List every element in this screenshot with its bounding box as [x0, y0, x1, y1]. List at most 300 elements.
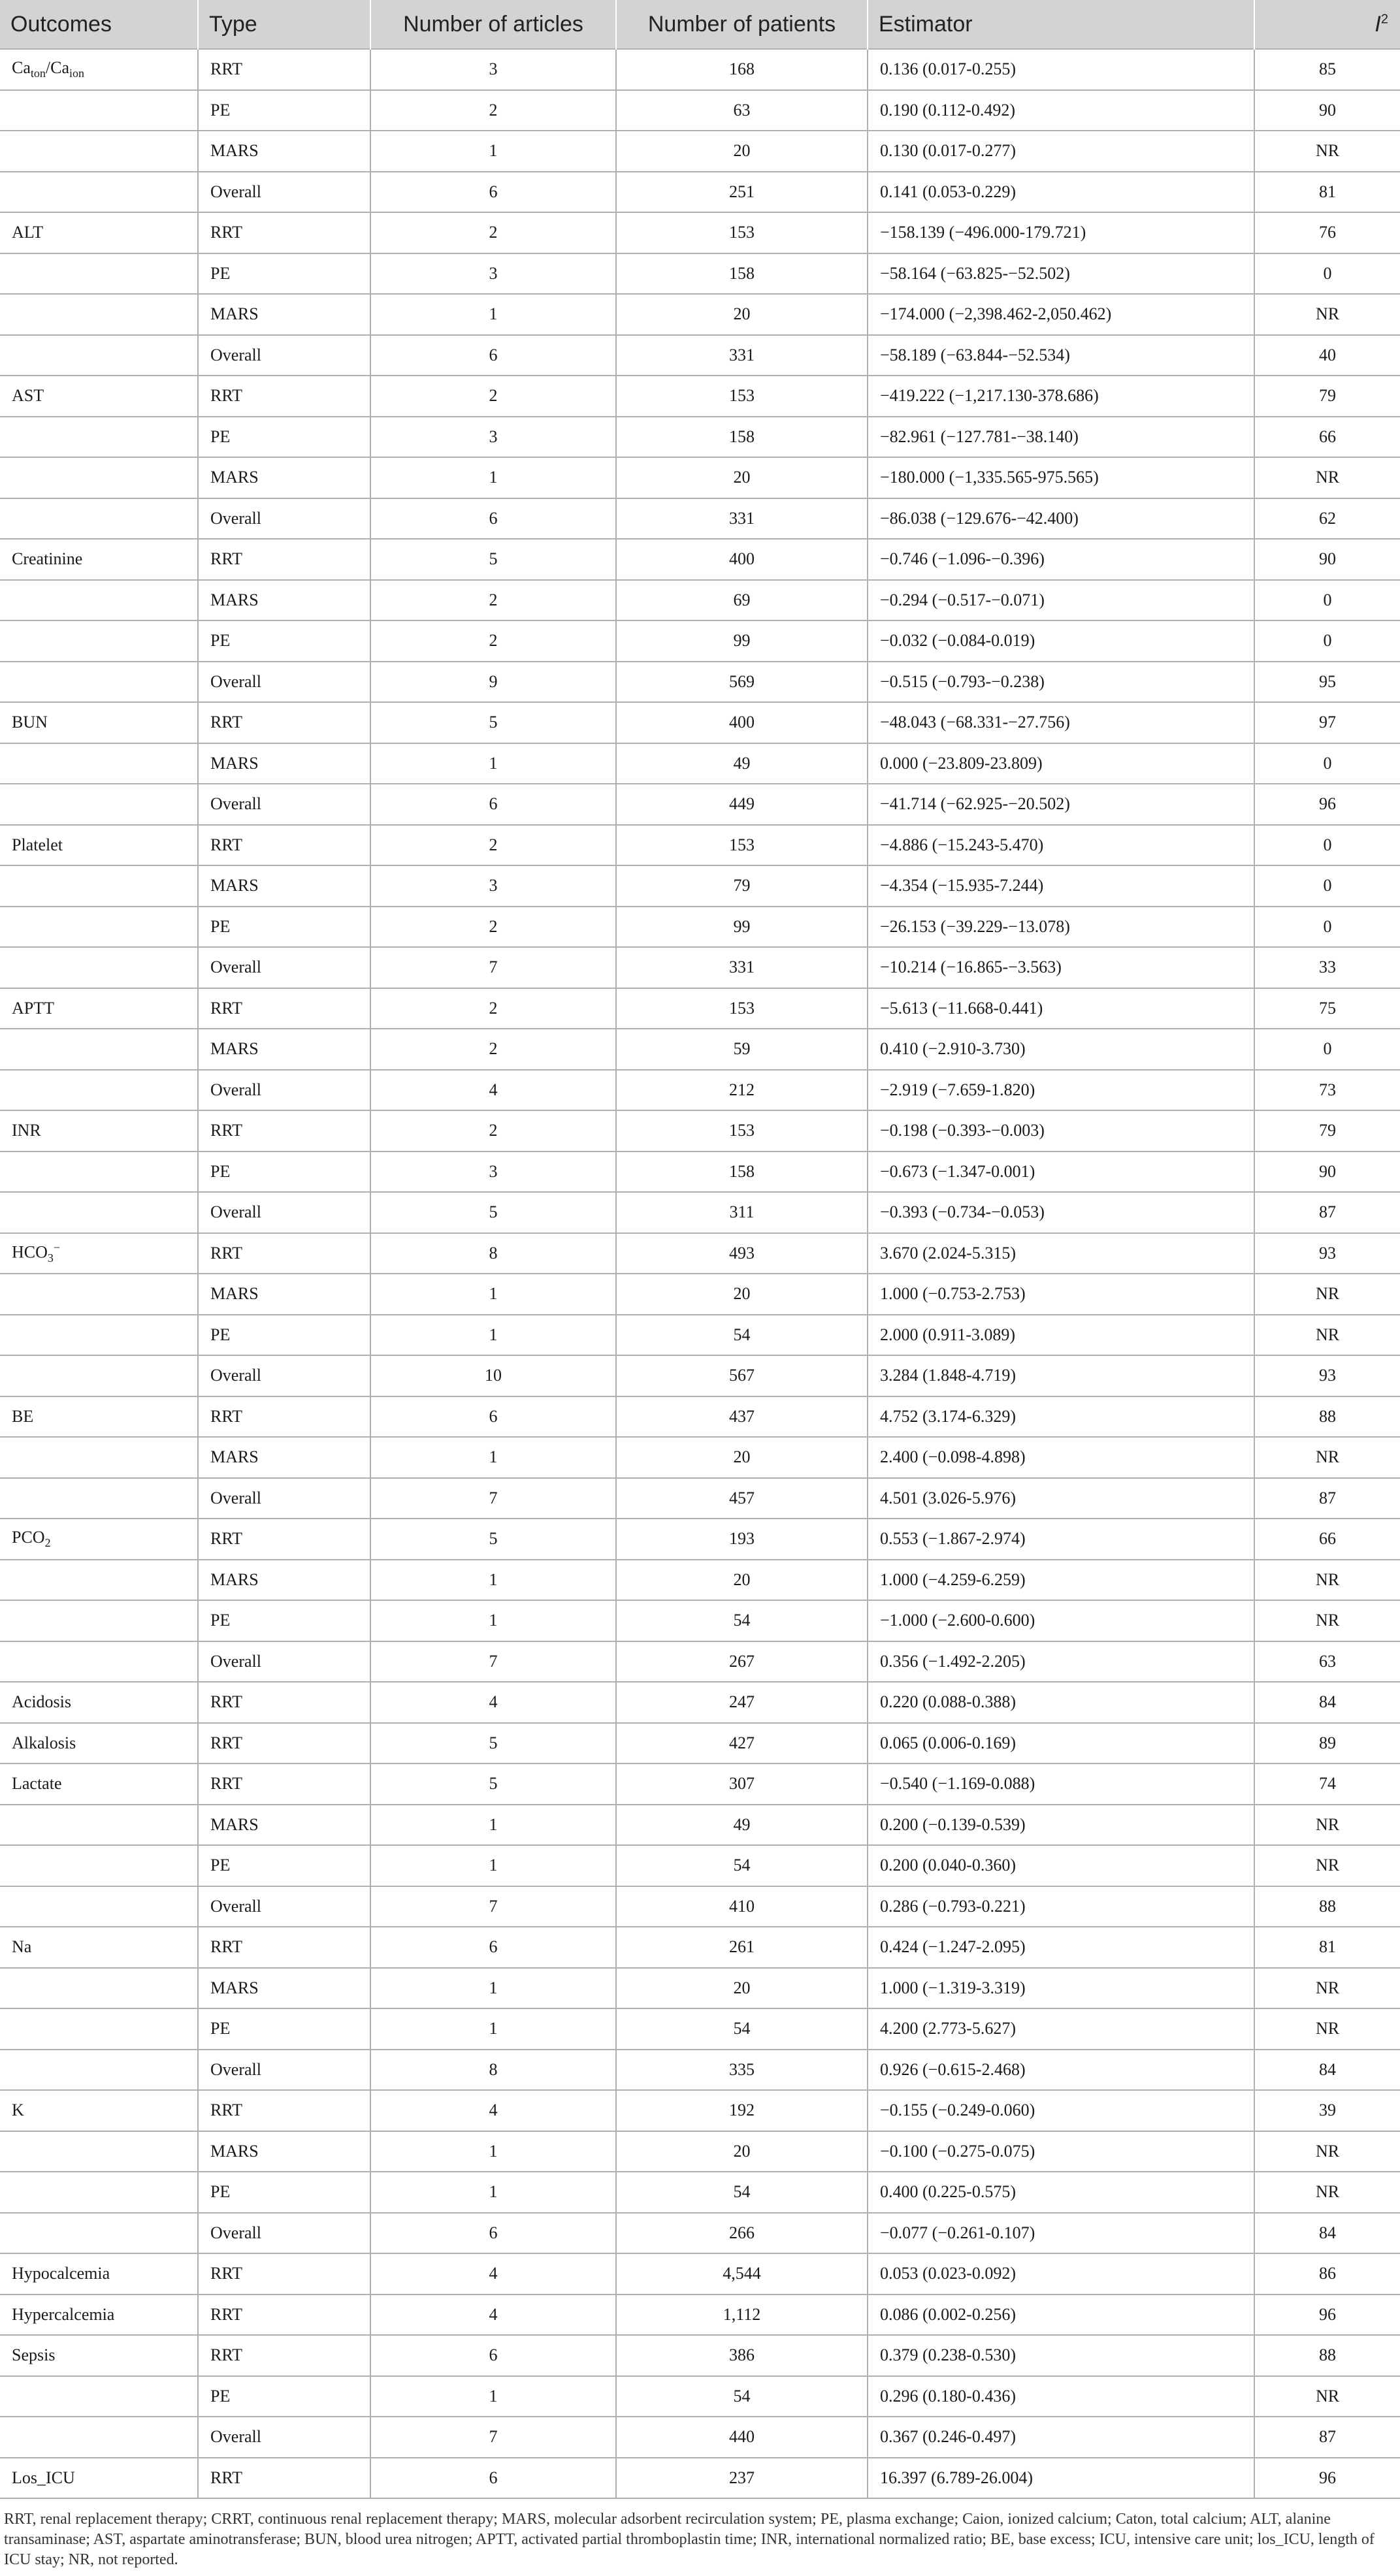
table-row	[0, 1029, 1400, 1070]
cell-patients: 457	[616, 1478, 868, 1519]
cell-type: Overall	[198, 498, 370, 539]
header-type: Type	[198, 0, 370, 49]
cell-articles: 5	[370, 702, 616, 743]
cell-articles: 6	[370, 172, 616, 213]
cell-type: RRT	[198, 1763, 370, 1805]
cell-patients: 20	[616, 457, 868, 498]
cell-i2: 96	[1254, 2294, 1400, 2336]
cell-type: Overall	[198, 784, 370, 825]
table-row	[0, 1070, 1400, 1111]
cell-i2: NR	[1254, 2131, 1400, 2172]
cell-patients: 20	[616, 1274, 868, 1315]
cell-outcome	[0, 1805, 198, 1846]
cell-type: MARS	[198, 2131, 370, 2172]
cell-estimator: 0.553 (−1.867-2.974)	[868, 1519, 1254, 1560]
table-row	[0, 2172, 1400, 2213]
cell-articles: 2	[370, 212, 616, 253]
cell-patients: 59	[616, 1029, 868, 1070]
cell-type: PE	[198, 1151, 370, 1193]
cell-articles: 4	[370, 2090, 616, 2131]
cell-outcome	[0, 2376, 198, 2417]
cell-outcome	[0, 580, 198, 621]
cell-i2: NR	[1254, 1845, 1400, 1886]
cell-type: PE	[198, 1845, 370, 1886]
cell-estimator: 3.670 (2.024-5.315)	[868, 1233, 1254, 1274]
header-estimator: Estimator	[868, 0, 1254, 49]
cell-estimator: −0.393 (−0.734-−0.053)	[868, 1192, 1254, 1233]
cell-type: MARS	[198, 580, 370, 621]
cell-articles: 1	[370, 1968, 616, 2009]
cell-estimator: −158.139 (−496.000-179.721)	[868, 212, 1254, 253]
cell-estimator: −0.032 (−0.084-0.019)	[868, 620, 1254, 662]
cell-articles: 9	[370, 662, 616, 703]
cell-type: MARS	[198, 1805, 370, 1846]
cell-outcome	[0, 457, 198, 498]
table-row	[0, 294, 1400, 335]
cell-estimator: 0.086 (0.002-0.256)	[868, 2294, 1254, 2336]
cell-articles: 5	[370, 1192, 616, 1233]
cell-patients: 79	[616, 865, 868, 907]
table-row	[0, 662, 1400, 703]
cell-outcome	[0, 1968, 198, 2009]
cell-estimator: 2.000 (0.911-3.089)	[868, 1315, 1254, 1356]
cell-articles: 5	[370, 1763, 616, 1805]
outcome-ratio-separator: /	[45, 58, 51, 78]
cell-outcome	[0, 131, 198, 172]
cell-articles: 1	[370, 2376, 616, 2417]
cell-outcome	[0, 2050, 198, 2091]
cell-type: PE	[198, 2376, 370, 2417]
table-row	[0, 1151, 1400, 1193]
cell-patients: 331	[616, 335, 868, 376]
cell-type: MARS	[198, 1274, 370, 1315]
cell-patients: 247	[616, 1682, 868, 1723]
cell-outcome	[0, 1029, 198, 1070]
header-outcomes: Outcomes	[10, 11, 112, 37]
cell-patients: 386	[616, 2335, 868, 2376]
table-row	[0, 743, 1400, 784]
cell-patients: 69	[616, 580, 868, 621]
cell-estimator: −180.000 (−1,335.565-975.565)	[868, 457, 1254, 498]
cell-patients: 153	[616, 212, 868, 253]
cell-patients: 266	[616, 2213, 868, 2254]
table-row	[0, 2417, 1400, 2458]
cell-outcome: Hypocalcemia	[0, 2253, 198, 2294]
cell-articles: 1	[370, 2008, 616, 2050]
cell-estimator: −0.077 (−0.261-0.107)	[868, 2213, 1254, 2254]
cell-estimator: −26.153 (−39.229-−13.078)	[868, 907, 1254, 948]
cell-articles: 4	[370, 1682, 616, 1723]
cell-articles: 6	[370, 2213, 616, 2254]
cell-outcome	[0, 1845, 198, 1886]
cell-type: MARS	[198, 1560, 370, 1601]
cell-articles: 5	[370, 539, 616, 580]
cell-i2: 93	[1254, 1233, 1400, 1274]
cell-patients: 192	[616, 2090, 868, 2131]
table-row	[0, 825, 1400, 866]
cell-type: PE	[198, 417, 370, 458]
cell-type: Overall	[198, 335, 370, 376]
cell-i2: 0	[1254, 1029, 1400, 1070]
cell-articles: 7	[370, 1641, 616, 1682]
cell-i2: 95	[1254, 662, 1400, 703]
table-row	[0, 1478, 1400, 1519]
cell-articles: 6	[370, 498, 616, 539]
cell-outcome	[0, 294, 198, 335]
cell-outcome: Alkalosis	[0, 1723, 198, 1764]
cell-patients: 193	[616, 1519, 868, 1560]
outcome-ca-total-sub: ton	[30, 67, 46, 80]
cell-articles: 3	[370, 49, 616, 90]
cell-type: RRT	[198, 1233, 370, 1274]
cell-estimator: 2.400 (−0.098-4.898)	[868, 1437, 1254, 1478]
table-row	[0, 1763, 1400, 1805]
cell-estimator: 0.379 (0.238-0.530)	[868, 2335, 1254, 2376]
cell-type: Overall	[198, 1478, 370, 1519]
cell-i2: 88	[1254, 1396, 1400, 1438]
cell-type: RRT	[198, 539, 370, 580]
cell-articles: 3	[370, 1151, 616, 1193]
cell-patients: 20	[616, 131, 868, 172]
cell-articles: 1	[370, 1600, 616, 1641]
table-row	[0, 457, 1400, 498]
cell-patients: 20	[616, 1968, 868, 2009]
cell-i2: 0	[1254, 580, 1400, 621]
cell-i2: NR	[1254, 1315, 1400, 1356]
cell-outcome	[0, 90, 198, 131]
cell-outcome: Hypercalcemia	[0, 2294, 198, 2336]
cell-i2: 73	[1254, 1070, 1400, 1111]
cell-i2: 87	[1254, 1478, 1400, 1519]
cell-estimator: 3.284 (1.848-4.719)	[868, 1355, 1254, 1396]
cell-patients: 331	[616, 947, 868, 988]
cell-outcome: Creatinine	[0, 539, 198, 580]
cell-estimator: 1.000 (−0.753-2.753)	[868, 1274, 1254, 1315]
cell-i2: NR	[1254, 131, 1400, 172]
table-row	[0, 2294, 1400, 2336]
cell-outcome	[0, 1886, 198, 1927]
cell-i2: 0	[1254, 907, 1400, 948]
cell-outcome: Sepsis	[0, 2335, 198, 2376]
table-row	[0, 2090, 1400, 2131]
cell-i2: 88	[1254, 2335, 1400, 2376]
cell-estimator: 0.130 (0.017-0.277)	[868, 131, 1254, 172]
cell-i2: 66	[1254, 1519, 1400, 1560]
cell-articles: 7	[370, 947, 616, 988]
cell-articles: 1	[370, 2172, 616, 2213]
cell-i2: 96	[1254, 2458, 1400, 2499]
cell-patients: 261	[616, 1927, 868, 1968]
cell-estimator: −48.043 (−68.331-−27.756)	[868, 702, 1254, 743]
cell-outcome	[0, 172, 198, 213]
cell-articles: 1	[370, 1274, 616, 1315]
cell-articles: 2	[370, 580, 616, 621]
cell-outcome	[0, 743, 198, 784]
cell-estimator: 0.286 (−0.793-0.221)	[868, 1886, 1254, 1927]
cell-outcome	[0, 253, 198, 295]
cell-type: RRT	[198, 2335, 370, 2376]
cell-i2: 85	[1254, 49, 1400, 90]
cell-estimator: −174.000 (−2,398.462-2,050.462)	[868, 294, 1254, 335]
table-header-row	[0, 0, 1400, 49]
cell-type: RRT	[198, 212, 370, 253]
table-row	[0, 539, 1400, 580]
cell-articles: 1	[370, 457, 616, 498]
cell-estimator: −58.164 (−63.825-−52.502)	[868, 253, 1254, 295]
cell-outcome	[0, 1315, 198, 1356]
table-row	[0, 2458, 1400, 2499]
cell-articles: 6	[370, 335, 616, 376]
table-row	[0, 2213, 1400, 2254]
cell-patients: 440	[616, 2417, 868, 2458]
table-row	[0, 1437, 1400, 1478]
cell-articles: 4	[370, 2294, 616, 2336]
cell-patients: 54	[616, 2376, 868, 2417]
cell-outcome	[0, 1478, 198, 1519]
cell-outcome: Platelet	[0, 825, 198, 866]
cell-i2: NR	[1254, 1274, 1400, 1315]
table-body	[0, 49, 1400, 2498]
cell-type: RRT	[198, 2458, 370, 2499]
cell-i2: 74	[1254, 1763, 1400, 1805]
cell-outcome	[0, 335, 198, 376]
cell-articles: 1	[370, 1560, 616, 1601]
cell-patients: 307	[616, 1763, 868, 1805]
cell-articles: 2	[370, 1110, 616, 1151]
table-row	[0, 1315, 1400, 1356]
cell-estimator: 0.367 (0.246-0.497)	[868, 2417, 1254, 2458]
cell-outcome	[0, 662, 198, 703]
cell-outcome	[0, 1355, 198, 1396]
table-row	[0, 784, 1400, 825]
table-footnote: RRT, renal replacement therapy; CRRT, continuous renal replacement therapy; MARS, molecular adsorbent recirculation system; PE, plasma exchange; Caion, ionized calcium; Caton, total calcium; ALT, alanine transaminase; AST, aspartate aminotransferase; BUN, blood urea nitrogen; APTT, activated partial thromboplastin time; INR, international normalized ratio; BE, base excess; ICU, intensive care unit; los_ICU, length of ICU stay; NR, not reported.	[4, 2511, 1375, 2568]
cell-outcome	[0, 1519, 198, 1560]
cell-i2: NR	[1254, 1805, 1400, 1846]
table-row	[0, 253, 1400, 295]
cell-estimator: 0.410 (−2.910-3.730)	[868, 1029, 1254, 1070]
cell-articles: 5	[370, 1723, 616, 1764]
table-row	[0, 1845, 1400, 1886]
cell-outcome	[0, 1233, 198, 1274]
cell-articles: 6	[370, 784, 616, 825]
table-row	[0, 172, 1400, 213]
cell-type: RRT	[198, 825, 370, 866]
cell-type: MARS	[198, 1968, 370, 2009]
cell-i2: 87	[1254, 2417, 1400, 2458]
cell-estimator: −0.198 (−0.393-−0.003)	[868, 1110, 1254, 1151]
cell-articles: 1	[370, 1805, 616, 1846]
cell-outcome	[0, 1192, 198, 1233]
cell-i2: NR	[1254, 457, 1400, 498]
cell-i2: 93	[1254, 1355, 1400, 1396]
cell-outcome: BUN	[0, 702, 198, 743]
cell-estimator: 0.053 (0.023-0.092)	[868, 2253, 1254, 2294]
cell-type: Overall	[198, 2213, 370, 2254]
cell-estimator: −0.100 (−0.275-0.075)	[868, 2131, 1254, 2172]
cell-patients: 54	[616, 1845, 868, 1886]
cell-outcome: ALT	[0, 212, 198, 253]
cell-estimator: 0.296 (0.180-0.436)	[868, 2376, 1254, 2417]
cell-outcome: AST	[0, 376, 198, 417]
cell-i2: 0	[1254, 825, 1400, 866]
table-row	[0, 2253, 1400, 2294]
cell-type: PE	[198, 1315, 370, 1356]
cell-estimator: 0.000 (−23.809-23.809)	[868, 743, 1254, 784]
cell-outcome	[0, 2131, 198, 2172]
cell-estimator: 0.141 (0.053-0.229)	[868, 172, 1254, 213]
cell-patients: 153	[616, 376, 868, 417]
cell-patients: 449	[616, 784, 868, 825]
cell-i2: 81	[1254, 1927, 1400, 1968]
cell-type: PE	[198, 1600, 370, 1641]
cell-i2: 90	[1254, 539, 1400, 580]
table-row	[0, 988, 1400, 1029]
cell-estimator: −0.515 (−0.793-−0.238)	[868, 662, 1254, 703]
cell-type: MARS	[198, 457, 370, 498]
cell-estimator: 0.356 (−1.492-2.205)	[868, 1641, 1254, 1682]
cell-patients: 99	[616, 907, 868, 948]
cell-patients: 212	[616, 1070, 868, 1111]
cell-outcome	[0, 1151, 198, 1193]
cell-type: RRT	[198, 2294, 370, 2336]
table-row	[0, 580, 1400, 621]
cell-articles: 2	[370, 376, 616, 417]
cell-i2: 81	[1254, 172, 1400, 213]
cell-type: MARS	[198, 294, 370, 335]
cell-type: RRT	[198, 376, 370, 417]
cell-patients: 567	[616, 1355, 868, 1396]
cell-i2: 62	[1254, 498, 1400, 539]
cell-type: RRT	[198, 988, 370, 1029]
cell-type: RRT	[198, 1519, 370, 1560]
cell-outcome	[0, 2417, 198, 2458]
cell-estimator: −1.000 (−2.600-0.600)	[868, 1600, 1254, 1641]
outcome-ca-ion-base: Ca	[50, 58, 70, 78]
table-row	[0, 335, 1400, 376]
table-row	[0, 2008, 1400, 2050]
cell-estimator: 4.501 (3.026-5.976)	[868, 1478, 1254, 1519]
cell-outcome	[0, 2172, 198, 2213]
cell-estimator: −0.540 (−1.169-0.088)	[868, 1763, 1254, 1805]
cell-i2: 76	[1254, 212, 1400, 253]
cell-outcome: K	[0, 2090, 198, 2131]
cell-type: MARS	[198, 1437, 370, 1478]
cell-i2: NR	[1254, 294, 1400, 335]
cell-patients: 153	[616, 1110, 868, 1151]
cell-patients: 49	[616, 743, 868, 784]
table-row	[0, 1233, 1400, 1274]
cell-i2: 40	[1254, 335, 1400, 376]
cell-patients: 153	[616, 988, 868, 1029]
cell-type: Overall	[198, 1070, 370, 1111]
table-row	[0, 947, 1400, 988]
cell-articles: 6	[370, 2335, 616, 2376]
cell-patients: 4,544	[616, 2253, 868, 2294]
table-row	[0, 1396, 1400, 1438]
cell-type: MARS	[198, 865, 370, 907]
header-articles: Number of articles	[370, 0, 616, 49]
cell-outcome	[0, 865, 198, 907]
cell-type: RRT	[198, 702, 370, 743]
cell-outcome	[0, 907, 198, 948]
cell-type: RRT	[198, 49, 370, 90]
cell-articles: 2	[370, 90, 616, 131]
table-row	[0, 1886, 1400, 1927]
cell-patients: 569	[616, 662, 868, 703]
cell-patients: 20	[616, 2131, 868, 2172]
cell-patients: 437	[616, 1396, 868, 1438]
cell-estimator: −0.155 (−0.249-0.060)	[868, 2090, 1254, 2131]
cell-type: Overall	[198, 1886, 370, 1927]
cell-patients: 54	[616, 2172, 868, 2213]
cell-type: RRT	[198, 1723, 370, 1764]
cell-type: PE	[198, 90, 370, 131]
cell-articles: 2	[370, 825, 616, 866]
cell-type: PE	[198, 2008, 370, 2050]
table-row	[0, 1274, 1400, 1315]
cell-articles: 3	[370, 417, 616, 458]
cell-outcome: BE	[0, 1396, 198, 1438]
cell-i2: 84	[1254, 2050, 1400, 2091]
cell-i2: NR	[1254, 2008, 1400, 2050]
cell-estimator: −0.294 (−0.517-−0.071)	[868, 580, 1254, 621]
cell-patients: 54	[616, 2008, 868, 2050]
table-row	[0, 1641, 1400, 1682]
cell-patients: 63	[616, 90, 868, 131]
table-row	[0, 1110, 1400, 1151]
table-row	[0, 1682, 1400, 1723]
cell-patients: 153	[616, 825, 868, 866]
header-patients: Number of patients	[616, 0, 868, 49]
cell-patients: 168	[616, 49, 868, 90]
cell-articles: 6	[370, 1396, 616, 1438]
cell-estimator: −419.222 (−1,217.130-378.686)	[868, 376, 1254, 417]
cell-outcome	[0, 1600, 198, 1641]
cell-articles: 7	[370, 2417, 616, 2458]
table-row	[0, 1560, 1400, 1601]
cell-type: PE	[198, 620, 370, 662]
cell-estimator: 0.926 (−0.615-2.468)	[868, 2050, 1254, 2091]
cell-estimator: 16.397 (6.789-26.004)	[868, 2458, 1254, 2499]
cell-patients: 20	[616, 1437, 868, 1478]
cell-i2: 84	[1254, 1682, 1400, 1723]
cell-i2: NR	[1254, 2376, 1400, 2417]
cell-outcome	[0, 417, 198, 458]
cell-estimator: −86.038 (−129.676-−42.400)	[868, 498, 1254, 539]
cell-estimator: 0.220 (0.088-0.388)	[868, 1682, 1254, 1723]
cell-i2: 90	[1254, 1151, 1400, 1193]
outcome-pco2-base: PCO	[12, 1528, 45, 1547]
cell-articles: 2	[370, 1029, 616, 1070]
cell-patients: 99	[616, 620, 868, 662]
table-row	[0, 498, 1400, 539]
cell-articles: 1	[370, 743, 616, 784]
cell-i2: NR	[1254, 1437, 1400, 1478]
cell-outcome	[0, 498, 198, 539]
cell-articles: 2	[370, 907, 616, 948]
cell-estimator: −5.613 (−11.668-0.441)	[868, 988, 1254, 1029]
cell-patients: 54	[616, 1600, 868, 1641]
table-row	[0, 2376, 1400, 2417]
table-row	[0, 1968, 1400, 2009]
table-row	[0, 2335, 1400, 2376]
cell-outcome	[0, 784, 198, 825]
cell-i2: 0	[1254, 743, 1400, 784]
cell-patients: 158	[616, 1151, 868, 1193]
cell-i2: 39	[1254, 2090, 1400, 2131]
table-row	[0, 1519, 1400, 1560]
cell-estimator: 0.065 (0.006-0.169)	[868, 1723, 1254, 1764]
